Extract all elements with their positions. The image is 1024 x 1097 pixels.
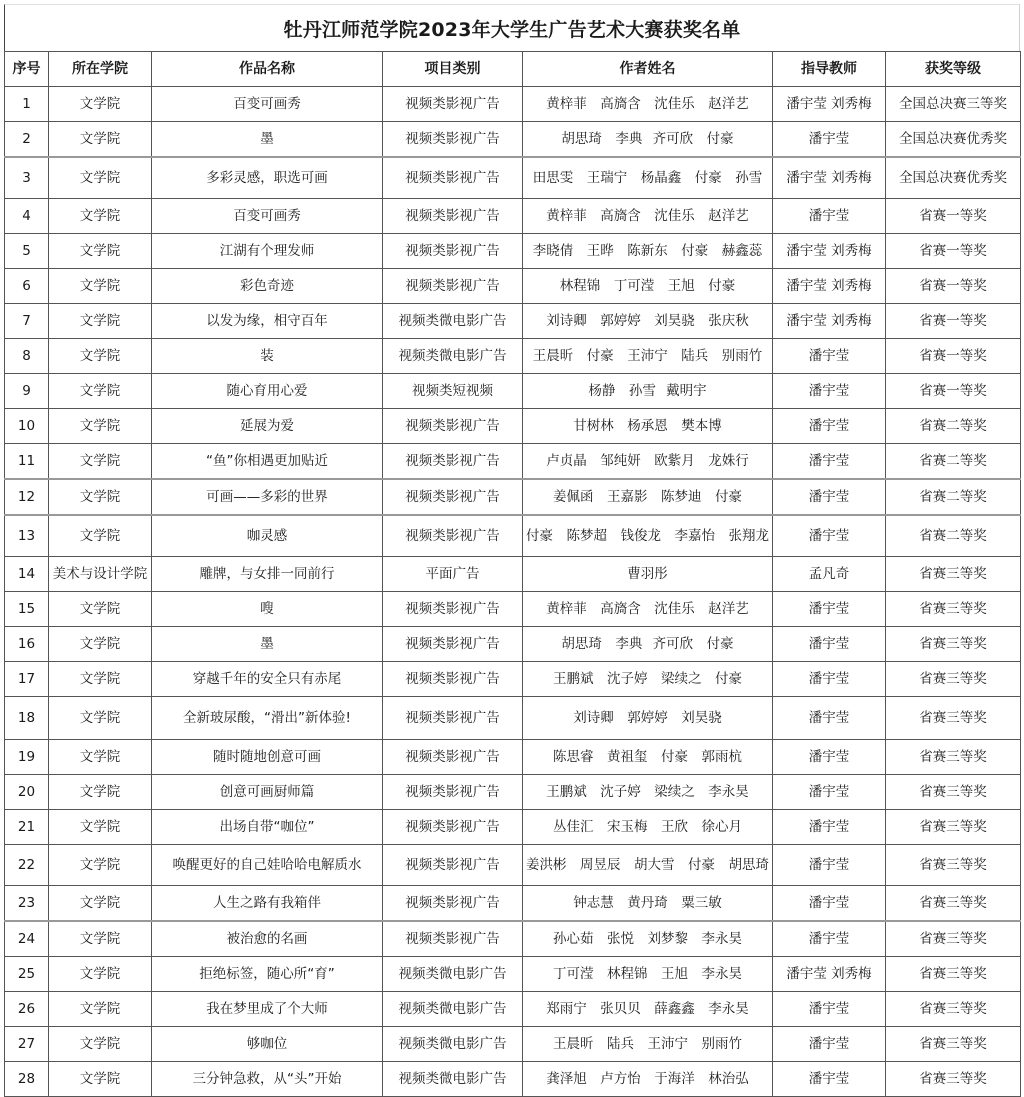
cell-college: 文学院 (49, 886, 152, 922)
cell-award: 全国总决赛优秀奖 (886, 122, 1021, 158)
cell-advisor: 潘宇莹 (773, 921, 886, 957)
table-row (5, 479, 1021, 515)
cell-college: 文学院 (49, 662, 152, 697)
cell-advisor: 潘宇莹 (773, 479, 886, 515)
cell-work: 出场自带“咖位” (152, 810, 383, 845)
table-row (5, 557, 1021, 592)
cell-college: 文学院 (49, 304, 152, 339)
table-row (5, 199, 1021, 234)
cell-no: 11 (5, 444, 49, 480)
header-row (5, 52, 1021, 87)
cell-authors: 黄梓菲 高旖含 沈佳乐 赵洋艺 (523, 199, 773, 234)
cell-advisor: 潘宇莹 (773, 886, 886, 922)
cell-college: 文学院 (49, 921, 152, 957)
cell-college: 文学院 (49, 845, 152, 886)
table-row (5, 122, 1021, 158)
table-row (5, 374, 1021, 409)
table-row (5, 886, 1021, 922)
cell-authors: 龚泽旭 卢方怡 于海洋 林治弘 (523, 1062, 773, 1097)
cell-award: 省赛三等奖 (886, 592, 1021, 627)
cell-work: 嗖 (152, 592, 383, 627)
cell-college: 文学院 (49, 697, 152, 740)
cell-college: 文学院 (49, 957, 152, 992)
cell-work: 墨 (152, 122, 383, 158)
cell-award: 省赛三等奖 (886, 775, 1021, 810)
cell-authors: 王晨昕 付豪 王沛宁 陆兵 别雨竹 (523, 339, 773, 374)
cell-award: 省赛三等奖 (886, 740, 1021, 775)
cell-advisor: 潘宇莹 (773, 374, 886, 409)
cell-college: 文学院 (49, 444, 152, 480)
table-row (5, 957, 1021, 992)
cell-no: 6 (5, 269, 49, 304)
cell-award: 省赛二等奖 (886, 479, 1021, 515)
cell-work: 随心育用心爱 (152, 374, 383, 409)
document-title: 牡丹江师范学院2023年大学生广告艺术大赛获奖名单 (4, 4, 1020, 51)
col-header-award: 获奖等级 (886, 52, 1021, 87)
cell-work: 三分钟急救，从“头”开始 (152, 1062, 383, 1097)
cell-authors: 黄梓菲 高旖含 沈佳乐 赵洋艺 (523, 87, 773, 122)
cell-award: 省赛二等奖 (886, 444, 1021, 480)
table-row (5, 697, 1021, 740)
cell-award: 省赛二等奖 (886, 409, 1021, 444)
cell-no: 19 (5, 740, 49, 775)
cell-award: 省赛一等奖 (886, 374, 1021, 409)
cell-category: 平面广告 (383, 557, 523, 592)
cell-advisor: 潘宇莹 (773, 810, 886, 845)
award-table (4, 51, 1021, 1097)
cell-work: 人生之路有我箱伴 (152, 886, 383, 922)
cell-category: 视频类微电影广告 (383, 1027, 523, 1062)
table-row (5, 992, 1021, 1027)
table-row (5, 1027, 1021, 1062)
cell-award: 省赛一等奖 (886, 339, 1021, 374)
cell-award: 全国总决赛优秀奖 (886, 157, 1021, 199)
cell-category: 视频类影视广告 (383, 199, 523, 234)
cell-authors: 胡思琦 李典 齐可欣 付豪 (523, 122, 773, 158)
cell-work: 彩色奇迹 (152, 269, 383, 304)
cell-no: 5 (5, 234, 49, 269)
cell-award: 省赛三等奖 (886, 957, 1021, 992)
cell-advisor: 潘宇莹 刘秀梅 (773, 87, 886, 122)
table-row (5, 269, 1021, 304)
table-row (5, 775, 1021, 810)
cell-no: 28 (5, 1062, 49, 1097)
col-header-work: 作品名称 (152, 52, 383, 87)
cell-award: 省赛三等奖 (886, 557, 1021, 592)
cell-authors: 丛佳汇 宋玉梅 王欣 徐心月 (523, 810, 773, 845)
cell-award: 省赛三等奖 (886, 886, 1021, 922)
table-row (5, 627, 1021, 662)
cell-category: 视频类影视广告 (383, 269, 523, 304)
table-row (5, 157, 1021, 199)
cell-work: 唤醒更好的自己娃哈哈电解质水 (152, 845, 383, 886)
cell-advisor: 潘宇莹 (773, 740, 886, 775)
col-header-college: 所在学院 (49, 52, 152, 87)
table-row (5, 304, 1021, 339)
cell-work: 以发为缘，相守百年 (152, 304, 383, 339)
cell-category: 视频类影视广告 (383, 444, 523, 480)
cell-no: 26 (5, 992, 49, 1027)
table-row (5, 339, 1021, 374)
cell-college: 文学院 (49, 269, 152, 304)
cell-category: 视频类短视频 (383, 374, 523, 409)
cell-work: 百变可画秀 (152, 199, 383, 234)
cell-no: 25 (5, 957, 49, 992)
cell-no: 22 (5, 845, 49, 886)
cell-award: 省赛三等奖 (886, 845, 1021, 886)
cell-authors: 杨静 孙雪 戴明宇 (523, 374, 773, 409)
cell-advisor: 潘宇莹 刘秀梅 (773, 234, 886, 269)
cell-no: 24 (5, 921, 49, 957)
cell-category: 视频类影视广告 (383, 886, 523, 922)
cell-advisor: 潘宇莹 (773, 122, 886, 158)
col-header-no: 序号 (5, 52, 49, 87)
cell-advisor: 潘宇莹 刘秀梅 (773, 157, 886, 199)
cell-work: 江湖有个理发师 (152, 234, 383, 269)
cell-work: 被治愈的名画 (152, 921, 383, 957)
cell-authors: 姜洪彬 周昱辰 胡大雪 付豪 胡思琦 (523, 845, 773, 886)
table-row (5, 845, 1021, 886)
cell-advisor: 潘宇莹 (773, 1027, 886, 1062)
cell-category: 视频类影视广告 (383, 845, 523, 886)
cell-advisor: 潘宇莹 (773, 592, 886, 627)
col-header-category: 项目类别 (383, 52, 523, 87)
cell-college: 文学院 (49, 234, 152, 269)
cell-college: 文学院 (49, 992, 152, 1027)
cell-college: 文学院 (49, 1062, 152, 1097)
cell-no: 18 (5, 697, 49, 740)
cell-authors: 李晓倩 王晔 陈新东 付豪 赫鑫蕊 (523, 234, 773, 269)
cell-advisor: 潘宇莹 刘秀梅 (773, 269, 886, 304)
cell-advisor: 潘宇莹 (773, 1062, 886, 1097)
cell-no: 7 (5, 304, 49, 339)
cell-no: 4 (5, 199, 49, 234)
cell-work: 全新玻尿酸，“滑出”新体验! (152, 697, 383, 740)
cell-no: 16 (5, 627, 49, 662)
cell-authors: 王鹏斌 沈子婷 梁续之 付豪 (523, 662, 773, 697)
cell-category: 视频类影视广告 (383, 515, 523, 557)
cell-award: 省赛三等奖 (886, 921, 1021, 957)
cell-authors: 刘诗卿 郭婷婷 刘昊骁 (523, 697, 773, 740)
cell-award: 省赛一等奖 (886, 234, 1021, 269)
table-row (5, 740, 1021, 775)
cell-category: 视频类影视广告 (383, 157, 523, 199)
cell-no: 20 (5, 775, 49, 810)
table-row (5, 234, 1021, 269)
cell-authors: 刘诗卿 郭婷婷 刘昊骁 张庆秋 (523, 304, 773, 339)
table-row (5, 409, 1021, 444)
cell-category: 视频类影视广告 (383, 234, 523, 269)
cell-advisor: 孟凡奇 (773, 557, 886, 592)
cell-category: 视频类影视广告 (383, 122, 523, 158)
cell-advisor: 潘宇莹 (773, 992, 886, 1027)
cell-award: 省赛二等奖 (886, 515, 1021, 557)
cell-no: 23 (5, 886, 49, 922)
cell-category: 视频类影视广告 (383, 627, 523, 662)
cell-category: 视频类影视广告 (383, 775, 523, 810)
table-row (5, 921, 1021, 957)
cell-work: 百变可画秀 (152, 87, 383, 122)
cell-advisor: 潘宇莹 (773, 627, 886, 662)
cell-award: 省赛一等奖 (886, 269, 1021, 304)
cell-college: 文学院 (49, 1027, 152, 1062)
cell-advisor: 潘宇莹 刘秀梅 (773, 304, 886, 339)
cell-authors: 丁可滢 林程锦 王旭 李永昊 (523, 957, 773, 992)
cell-award: 省赛三等奖 (886, 810, 1021, 845)
cell-work: “鱼”你相遇更加贴近 (152, 444, 383, 480)
cell-college: 文学院 (49, 87, 152, 122)
table-row (5, 592, 1021, 627)
cell-no: 13 (5, 515, 49, 557)
cell-work: 延展为爱 (152, 409, 383, 444)
col-header-advisor: 指导教师 (773, 52, 886, 87)
cell-advisor: 潘宇莹 (773, 697, 886, 740)
cell-authors: 付豪 陈梦超 钱俊龙 李嘉怡 张翔龙 (523, 515, 773, 557)
cell-category: 视频类微电影广告 (383, 1062, 523, 1097)
cell-category: 视频类微电影广告 (383, 992, 523, 1027)
cell-authors: 卢贞晶 邹纯妍 欧紫月 龙姝行 (523, 444, 773, 480)
cell-award: 省赛三等奖 (886, 662, 1021, 697)
cell-college: 文学院 (49, 775, 152, 810)
cell-award: 省赛三等奖 (886, 992, 1021, 1027)
cell-advisor: 潘宇莹 (773, 775, 886, 810)
cell-college: 文学院 (49, 409, 152, 444)
cell-college: 文学院 (49, 122, 152, 158)
cell-no: 2 (5, 122, 49, 158)
cell-advisor: 潘宇莹 (773, 515, 886, 557)
cell-work: 装 (152, 339, 383, 374)
table-row (5, 810, 1021, 845)
cell-category: 视频类微电影广告 (383, 304, 523, 339)
table-body (5, 87, 1021, 1097)
cell-college: 文学院 (49, 479, 152, 515)
cell-authors: 王晨昕 陆兵 王沛宁 别雨竹 (523, 1027, 773, 1062)
cell-category: 视频类影视广告 (383, 87, 523, 122)
cell-work: 够咖位 (152, 1027, 383, 1062)
cell-award: 省赛三等奖 (886, 1027, 1021, 1062)
cell-work: 墨 (152, 627, 383, 662)
cell-advisor: 潘宇莹 (773, 444, 886, 480)
cell-work: 创意可画厨师篇 (152, 775, 383, 810)
cell-category: 视频类影视广告 (383, 409, 523, 444)
cell-no: 12 (5, 479, 49, 515)
cell-category: 视频类影视广告 (383, 592, 523, 627)
cell-college: 文学院 (49, 740, 152, 775)
cell-award: 省赛三等奖 (886, 697, 1021, 740)
cell-work: 我在梦里成了个大师 (152, 992, 383, 1027)
cell-authors: 曹羽彤 (523, 557, 773, 592)
cell-no: 15 (5, 592, 49, 627)
cell-advisor: 潘宇莹 (773, 662, 886, 697)
cell-advisor: 潘宇莹 (773, 409, 886, 444)
cell-work: 穿越千年的安全只有赤尾 (152, 662, 383, 697)
cell-no: 10 (5, 409, 49, 444)
cell-authors: 王鹏斌 沈子婷 梁续之 李永昊 (523, 775, 773, 810)
cell-no: 21 (5, 810, 49, 845)
award-sheet (4, 4, 1020, 1097)
cell-award: 省赛三等奖 (886, 627, 1021, 662)
cell-advisor: 潘宇莹 刘秀梅 (773, 957, 886, 992)
cell-authors: 孙心茹 张悦 刘梦黎 李永昊 (523, 921, 773, 957)
cell-authors: 陈思睿 黄祖玺 付豪 郭雨杭 (523, 740, 773, 775)
table-row (5, 444, 1021, 480)
cell-college: 文学院 (49, 515, 152, 557)
cell-category: 视频类微电影广告 (383, 957, 523, 992)
cell-authors: 郑雨宁 张贝贝 薛鑫鑫 李永昊 (523, 992, 773, 1027)
table-row (5, 1062, 1021, 1097)
cell-college: 文学院 (49, 374, 152, 409)
cell-work: 拒绝标签，随心所“育” (152, 957, 383, 992)
cell-work: 多彩灵感，职选可画 (152, 157, 383, 199)
cell-work: 可画——多彩的世界 (152, 479, 383, 515)
cell-work: 随时随地创意可画 (152, 740, 383, 775)
cell-work: 咖灵感 (152, 515, 383, 557)
cell-award: 省赛一等奖 (886, 304, 1021, 339)
cell-authors: 林程锦 丁可滢 王旭 付豪 (523, 269, 773, 304)
cell-advisor: 潘宇莹 (773, 339, 886, 374)
cell-authors: 钟志慧 黄丹琦 粟三敏 (523, 886, 773, 922)
cell-authors: 甘树林 杨承恩 樊本博 (523, 409, 773, 444)
cell-authors: 胡思琦 李典 齐可欣 付豪 (523, 627, 773, 662)
cell-award: 省赛一等奖 (886, 199, 1021, 234)
cell-college: 文学院 (49, 627, 152, 662)
cell-no: 1 (5, 87, 49, 122)
cell-no: 17 (5, 662, 49, 697)
cell-no: 8 (5, 339, 49, 374)
col-header-authors: 作者姓名 (523, 52, 773, 87)
cell-college: 文学院 (49, 339, 152, 374)
cell-advisor: 潘宇莹 (773, 199, 886, 234)
cell-category: 视频类影视广告 (383, 697, 523, 740)
cell-college: 文学院 (49, 157, 152, 199)
cell-college: 文学院 (49, 810, 152, 845)
cell-no: 27 (5, 1027, 49, 1062)
cell-no: 3 (5, 157, 49, 199)
table-row (5, 87, 1021, 122)
cell-category: 视频类影视广告 (383, 810, 523, 845)
cell-college: 文学院 (49, 592, 152, 627)
cell-advisor: 潘宇莹 (773, 845, 886, 886)
cell-work: 雕牌，与女排一同前行 (152, 557, 383, 592)
cell-category: 视频类微电影广告 (383, 339, 523, 374)
cell-award: 省赛三等奖 (886, 1062, 1021, 1097)
cell-category: 视频类影视广告 (383, 479, 523, 515)
table-row (5, 515, 1021, 557)
cell-no: 14 (5, 557, 49, 592)
cell-no: 9 (5, 374, 49, 409)
cell-college: 文学院 (49, 199, 152, 234)
cell-authors: 黄梓菲 高旖含 沈佳乐 赵洋艺 (523, 592, 773, 627)
cell-category: 视频类影视广告 (383, 921, 523, 957)
cell-authors: 姜佩函 王嘉影 陈梦迪 付豪 (523, 479, 773, 515)
cell-category: 视频类影视广告 (383, 662, 523, 697)
cell-category: 视频类影视广告 (383, 740, 523, 775)
table-row (5, 662, 1021, 697)
cell-award: 全国总决赛三等奖 (886, 87, 1021, 122)
cell-authors: 田思雯 王瑞宁 杨晶鑫 付豪 孙雪 (523, 157, 773, 199)
cell-college: 美术与设计学院 (49, 557, 152, 592)
